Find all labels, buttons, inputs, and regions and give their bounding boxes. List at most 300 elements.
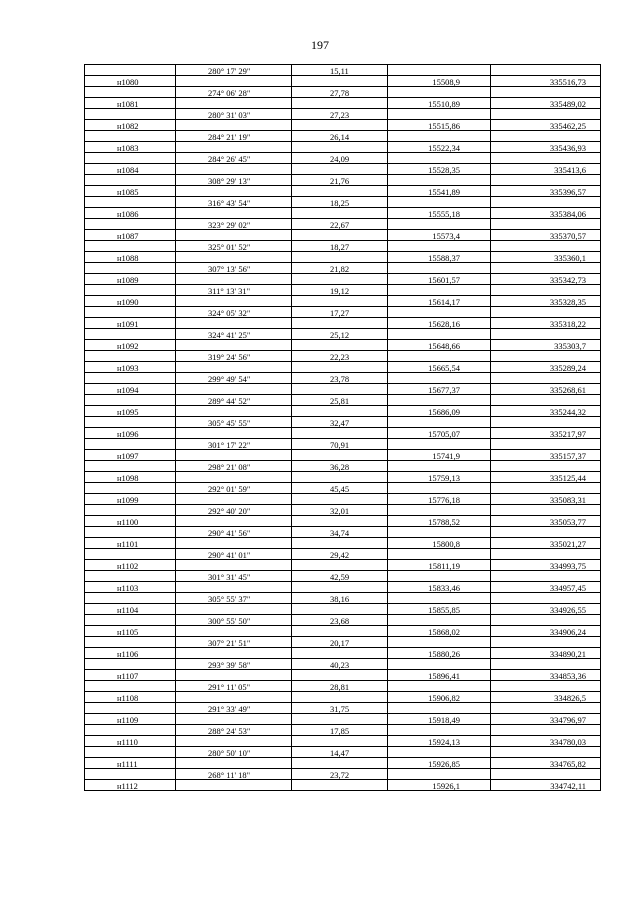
segment-length-cell [292,406,388,417]
segment-length-cell [292,736,388,747]
segment-length-cell [292,538,388,549]
y-coordinate-cell [491,483,601,494]
point-name-cell: н1098 [85,472,176,483]
x-coordinate-cell: 15811,19 [388,560,491,571]
point-name-cell: н1085 [85,186,176,197]
y-coordinate-cell [491,219,601,230]
direction-angle-cell: 291° 33' 49" [176,703,292,714]
x-coordinate-cell [388,219,491,230]
point-name-cell: н1107 [85,670,176,681]
y-coordinate-cell [491,87,601,98]
point-name-cell [85,615,176,626]
x-coordinate-cell: 15541,89 [388,186,491,197]
segment-length-cell: 15,11 [292,65,388,76]
y-coordinate-cell: 335396,57 [491,186,601,197]
direction-angle-cell: 293° 39' 58" [176,659,292,670]
segment-length-cell [292,670,388,681]
point-name-cell [85,483,176,494]
point-name-cell: н1084 [85,164,176,175]
x-coordinate-cell: 15508,9 [388,76,491,87]
y-coordinate-cell [491,769,601,780]
table-row [85,560,601,571]
point-name-cell: н1082 [85,120,176,131]
table-row [85,571,601,582]
table-row [85,769,601,780]
y-coordinate-cell: 334993,75 [491,560,601,571]
table-row [85,98,601,109]
x-coordinate-cell [388,769,491,780]
x-coordinate-cell [388,637,491,648]
segment-length-cell: 26,14 [292,131,388,142]
point-name-cell [85,593,176,604]
x-coordinate-cell: 15906,82 [388,692,491,703]
y-coordinate-cell: 335217,97 [491,428,601,439]
y-coordinate-cell: 334906,24 [491,626,601,637]
table-row [85,219,601,230]
direction-angle-cell: 268° 11' 18" [176,769,292,780]
x-coordinate-cell [388,439,491,450]
y-coordinate-cell: 334957,45 [491,582,601,593]
y-coordinate-cell [491,175,601,186]
segment-length-cell [292,142,388,153]
direction-angle-cell [176,296,292,307]
y-coordinate-cell [491,747,601,758]
direction-angle-cell: 316° 43' 54" [176,197,292,208]
table-row [85,164,601,175]
direction-angle-cell [176,494,292,505]
table-row [85,681,601,692]
segment-length-cell [292,384,388,395]
point-name-cell [85,417,176,428]
point-name-cell [85,175,176,186]
y-coordinate-cell: 335021,27 [491,538,601,549]
segment-length-cell [292,120,388,131]
point-name-cell: н1093 [85,362,176,373]
direction-angle-cell: 274° 06' 28" [176,87,292,98]
segment-length-cell: 14,47 [292,747,388,758]
point-name-cell: н1104 [85,604,176,615]
y-coordinate-cell: 335268,61 [491,384,601,395]
table-row [85,714,601,725]
table-row [85,439,601,450]
x-coordinate-cell [388,527,491,538]
segment-length-cell [292,692,388,703]
direction-angle-cell: 290° 41' 01" [176,549,292,560]
x-coordinate-cell: 15588,37 [388,252,491,263]
segment-length-cell: 24,09 [292,153,388,164]
x-coordinate-cell [388,285,491,296]
y-coordinate-cell [491,307,601,318]
y-coordinate-cell [491,153,601,164]
y-coordinate-cell [491,637,601,648]
x-coordinate-cell [388,593,491,604]
segment-length-cell [292,230,388,241]
x-coordinate-cell [388,197,491,208]
direction-angle-cell [176,560,292,571]
x-coordinate-cell: 15896,41 [388,670,491,681]
segment-length-cell: 23,78 [292,373,388,384]
table-row [85,252,601,263]
direction-angle-cell [176,736,292,747]
x-coordinate-cell: 15614,17 [388,296,491,307]
direction-angle-cell [176,450,292,461]
segment-length-cell [292,318,388,329]
direction-angle-cell: 284° 26' 45" [176,153,292,164]
table-row [85,340,601,351]
table-row [85,120,601,131]
direction-angle-cell: 307° 21' 51" [176,637,292,648]
y-coordinate-cell [491,395,601,406]
point-name-cell: н1091 [85,318,176,329]
direction-angle-cell: 289° 44' 52" [176,395,292,406]
direction-angle-cell: 305° 55' 37" [176,593,292,604]
x-coordinate-cell: 15510,89 [388,98,491,109]
point-name-cell: н1099 [85,494,176,505]
segment-length-cell [292,164,388,175]
x-coordinate-cell: 15573,4 [388,230,491,241]
x-coordinate-cell [388,725,491,736]
y-coordinate-cell: 335342,73 [491,274,601,285]
direction-angle-cell [176,538,292,549]
segment-length-cell [292,98,388,109]
point-name-cell [85,153,176,164]
point-name-cell: н1090 [85,296,176,307]
table-row [85,615,601,626]
segment-length-cell [292,208,388,219]
table-row [85,450,601,461]
y-coordinate-cell [491,351,601,362]
x-coordinate-cell: 15776,18 [388,494,491,505]
y-coordinate-cell [491,285,601,296]
x-coordinate-cell: 15788,52 [388,516,491,527]
point-name-cell: н1105 [85,626,176,637]
direction-angle-cell [176,274,292,285]
direction-angle-cell [176,164,292,175]
table-row [85,758,601,769]
point-name-cell [85,659,176,670]
direction-angle-cell [176,692,292,703]
point-name-cell: н1111 [85,758,176,769]
x-coordinate-cell [388,65,491,76]
segment-length-cell [292,450,388,461]
point-name-cell: н1095 [85,406,176,417]
direction-angle-cell: 280° 50' 10" [176,747,292,758]
table-row [85,208,601,219]
table-row [85,87,601,98]
table-row [85,472,601,483]
direction-angle-cell [176,120,292,131]
segment-length-cell [292,274,388,285]
table-row [85,406,601,417]
x-coordinate-cell [388,615,491,626]
table-row [85,582,601,593]
direction-angle-cell: 308° 29' 13" [176,175,292,186]
point-name-cell [85,527,176,538]
table-row [85,527,601,538]
x-coordinate-cell [388,483,491,494]
segment-length-cell: 18,27 [292,241,388,252]
x-coordinate-cell: 15665,54 [388,362,491,373]
segment-length-cell: 38,16 [292,593,388,604]
segment-length-cell: 34,74 [292,527,388,538]
direction-angle-cell [176,626,292,637]
point-name-cell: н1080 [85,76,176,87]
direction-angle-cell: 300° 55' 50" [176,615,292,626]
x-coordinate-cell [388,747,491,758]
direction-angle-cell: 292° 40' 20" [176,505,292,516]
y-coordinate-cell [491,659,601,670]
table-row [85,736,601,747]
x-coordinate-cell: 15705,07 [388,428,491,439]
direction-angle-cell [176,142,292,153]
direction-angle-cell [176,208,292,219]
direction-angle-cell [176,428,292,439]
table-row [85,604,601,615]
table-row [85,109,601,120]
direction-angle-cell: 324° 41' 25" [176,329,292,340]
y-coordinate-cell: 335489,02 [491,98,601,109]
point-name-cell: н1112 [85,780,176,791]
point-name-cell [85,571,176,582]
y-coordinate-cell [491,505,601,516]
y-coordinate-cell: 334890,21 [491,648,601,659]
table-row [85,153,601,164]
point-name-cell [85,351,176,362]
direction-angle-cell [176,318,292,329]
segment-length-cell: 28,81 [292,681,388,692]
y-coordinate-cell: 334826,5 [491,692,601,703]
x-coordinate-cell [388,131,491,142]
table-row [85,285,601,296]
table-row [85,670,601,681]
segment-length-cell: 22,23 [292,351,388,362]
x-coordinate-cell [388,87,491,98]
direction-angle-cell: 299° 49' 54" [176,373,292,384]
segment-length-cell [292,626,388,637]
point-name-cell: н1087 [85,230,176,241]
table-row [85,637,601,648]
y-coordinate-cell: 334926,55 [491,604,601,615]
x-coordinate-cell: 15880,26 [388,648,491,659]
x-coordinate-cell [388,417,491,428]
x-coordinate-cell: 15686,09 [388,406,491,417]
direction-angle-cell [176,186,292,197]
direction-angle-cell: 280° 17' 29" [176,65,292,76]
x-coordinate-cell [388,329,491,340]
x-coordinate-cell [388,571,491,582]
point-name-cell [85,373,176,384]
segment-length-cell: 23,68 [292,615,388,626]
y-coordinate-cell [491,197,601,208]
x-coordinate-cell: 15528,35 [388,164,491,175]
x-coordinate-cell [388,703,491,714]
y-coordinate-cell [491,549,601,560]
table-row [85,780,601,791]
x-coordinate-cell: 15677,37 [388,384,491,395]
table-row [85,626,601,637]
table-row [85,241,601,252]
segment-length-cell: 19,12 [292,285,388,296]
direction-angle-cell: 292° 01' 59" [176,483,292,494]
y-coordinate-cell: 335053,77 [491,516,601,527]
direction-angle-cell: 301° 31' 45" [176,571,292,582]
segment-length-cell: 32,47 [292,417,388,428]
point-name-cell [85,241,176,252]
x-coordinate-cell [388,461,491,472]
table-row [85,483,601,494]
table-row [85,461,601,472]
direction-angle-cell [176,604,292,615]
point-name-cell [85,395,176,406]
y-coordinate-cell: 335083,31 [491,494,601,505]
y-coordinate-cell: 335516,73 [491,76,601,87]
x-coordinate-cell [388,153,491,164]
x-coordinate-cell: 15741,9 [388,450,491,461]
x-coordinate-cell [388,505,491,516]
table-row [85,384,601,395]
point-name-cell [85,747,176,758]
table-row [85,505,601,516]
segment-length-cell [292,780,388,791]
table-row [85,65,601,76]
table-row [85,428,601,439]
x-coordinate-cell [388,175,491,186]
y-coordinate-cell [491,725,601,736]
segment-length-cell: 17,27 [292,307,388,318]
x-coordinate-cell: 15628,16 [388,318,491,329]
point-name-cell [85,263,176,274]
segment-length-cell [292,428,388,439]
point-name-cell [85,505,176,516]
direction-angle-cell: 305° 45' 55" [176,417,292,428]
point-name-cell [85,219,176,230]
point-name-cell [85,703,176,714]
x-coordinate-cell: 15759,13 [388,472,491,483]
point-name-cell [85,681,176,692]
y-coordinate-cell [491,329,601,340]
segment-length-cell: 45,45 [292,483,388,494]
coordinates-table-body [85,65,601,791]
table-row [85,263,601,274]
point-name-cell: н1089 [85,274,176,285]
segment-length-cell [292,76,388,87]
table-row [85,747,601,758]
y-coordinate-cell [491,109,601,120]
point-name-cell [85,307,176,318]
segment-length-cell: 23,72 [292,769,388,780]
x-coordinate-cell [388,373,491,384]
segment-length-cell [292,472,388,483]
y-coordinate-cell: 335289,24 [491,362,601,373]
table-row [85,318,601,329]
y-coordinate-cell: 335436,93 [491,142,601,153]
y-coordinate-cell: 335318,22 [491,318,601,329]
segment-length-cell [292,494,388,505]
segment-length-cell [292,604,388,615]
y-coordinate-cell [491,527,601,538]
segment-length-cell: 21,82 [292,263,388,274]
point-name-cell [85,637,176,648]
y-coordinate-cell [491,241,601,252]
table-row [85,395,601,406]
y-coordinate-cell: 335370,57 [491,230,601,241]
segment-length-cell: 27,23 [292,109,388,120]
y-coordinate-cell [491,373,601,384]
x-coordinate-cell [388,549,491,560]
x-coordinate-cell: 15833,46 [388,582,491,593]
direction-angle-cell: 325° 01' 52" [176,241,292,252]
x-coordinate-cell: 15868,02 [388,626,491,637]
x-coordinate-cell [388,241,491,252]
segment-length-cell [292,516,388,527]
x-coordinate-cell: 15555,18 [388,208,491,219]
segment-length-cell [292,186,388,197]
segment-length-cell: 17,85 [292,725,388,736]
x-coordinate-cell: 15926,1 [388,780,491,791]
segment-length-cell [292,560,388,571]
segment-length-cell: 27,78 [292,87,388,98]
point-name-cell [85,131,176,142]
point-name-cell: н1103 [85,582,176,593]
y-coordinate-cell [491,615,601,626]
segment-length-cell: 29,42 [292,549,388,560]
point-name-cell [85,439,176,450]
direction-angle-cell [176,76,292,87]
direction-angle-cell: 323° 29' 02" [176,219,292,230]
point-name-cell: н1097 [85,450,176,461]
y-coordinate-cell: 334742,11 [491,780,601,791]
table-row [85,131,601,142]
point-name-cell [85,329,176,340]
table-row [85,296,601,307]
table-row [85,494,601,505]
table-row [85,362,601,373]
x-coordinate-cell: 15924,13 [388,736,491,747]
direction-angle-cell: 291° 11' 05" [176,681,292,692]
y-coordinate-cell [491,703,601,714]
direction-angle-cell: 307° 13' 56" [176,263,292,274]
y-coordinate-cell: 335157,37 [491,450,601,461]
point-name-cell [85,769,176,780]
point-name-cell: н1100 [85,516,176,527]
y-coordinate-cell: 335328,35 [491,296,601,307]
page-number: 197 [311,38,329,52]
point-name-cell: н1108 [85,692,176,703]
direction-angle-cell: 280° 31' 03" [176,109,292,120]
segment-length-cell: 20,17 [292,637,388,648]
point-name-cell: н1088 [85,252,176,263]
table-row [85,538,601,549]
segment-length-cell [292,582,388,593]
point-name-cell: н1106 [85,648,176,659]
direction-angle-cell: 324° 05' 32" [176,307,292,318]
table-row [85,186,601,197]
point-name-cell: н1081 [85,98,176,109]
point-name-cell [85,87,176,98]
x-coordinate-cell: 15522,34 [388,142,491,153]
direction-angle-cell: 319° 24' 56" [176,351,292,362]
point-name-cell [85,109,176,120]
table-row [85,516,601,527]
point-name-cell: н1092 [85,340,176,351]
segment-length-cell: 22,67 [292,219,388,230]
segment-length-cell: 32,01 [292,505,388,516]
point-name-cell [85,285,176,296]
table-row [85,703,601,714]
point-name-cell [85,65,176,76]
x-coordinate-cell [388,395,491,406]
table-row [85,230,601,241]
